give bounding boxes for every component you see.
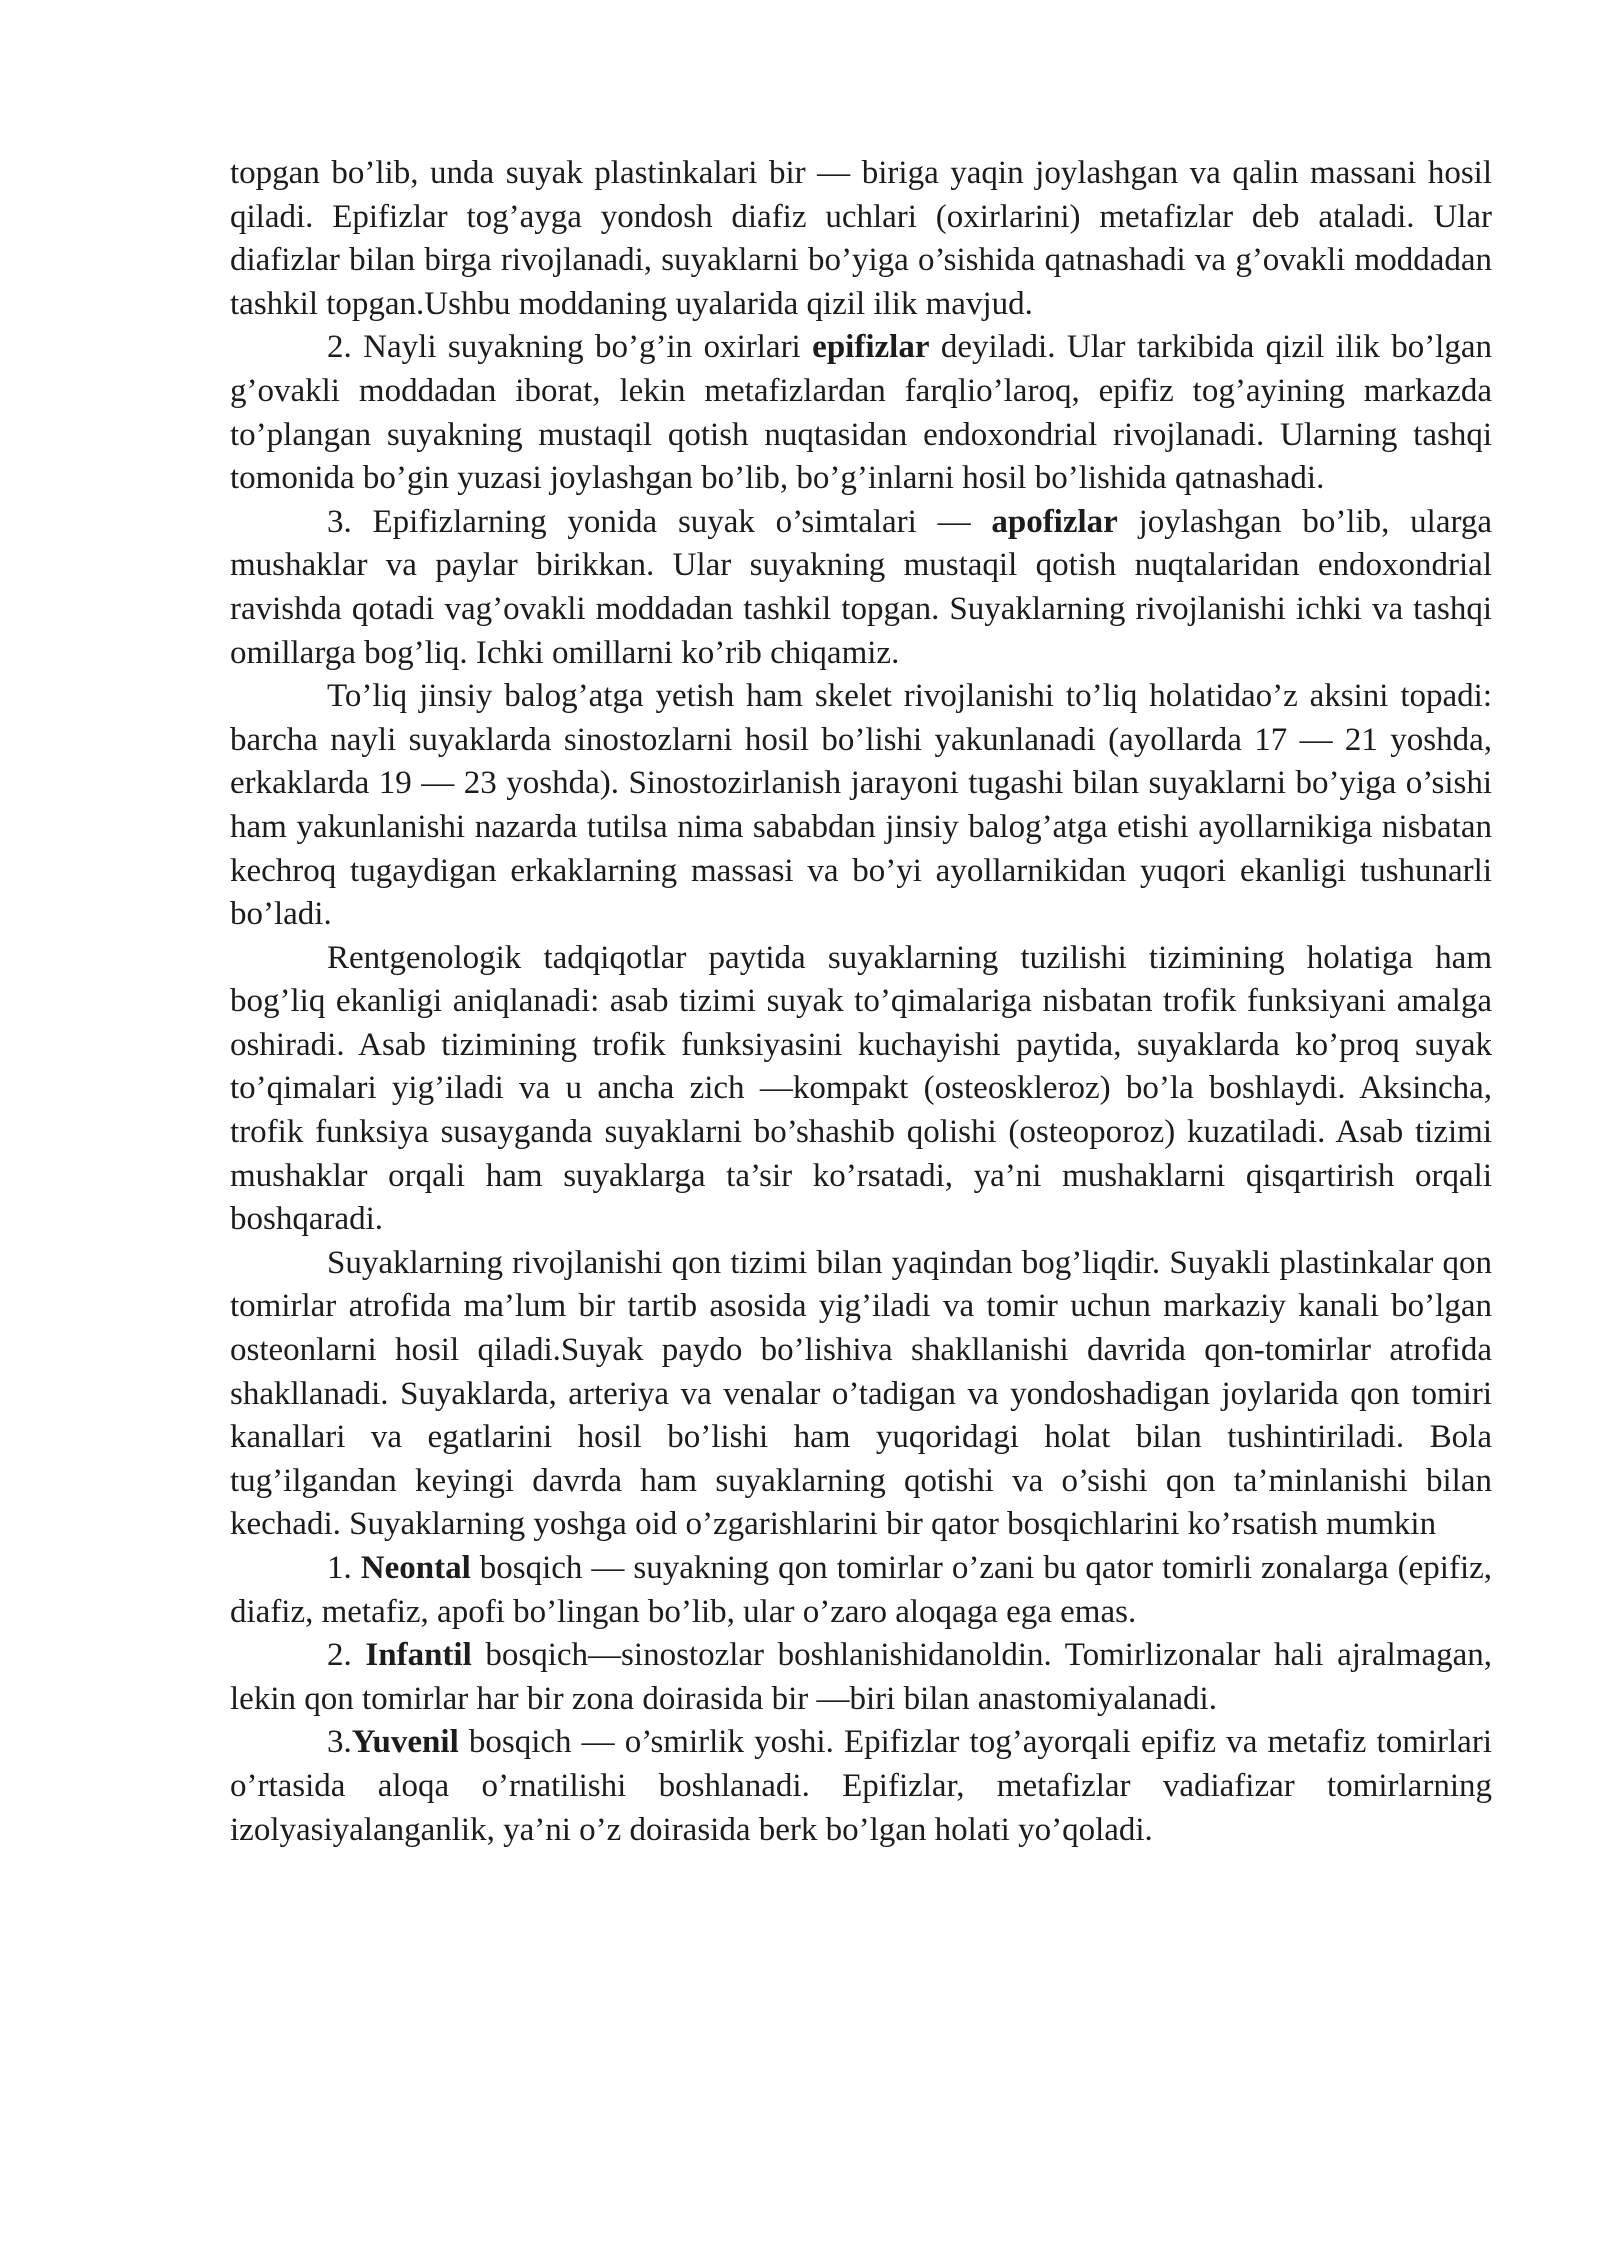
paragraph-text: topgan bo’lib, unda suyak plastinkalari bir — biriga yaqin joylashgan va qalin massani hosil qiladi. Epifizlar tog’ayga yondosh diafiz uchlari (oxirlarini) metafizlar deb ataladi. Ular diafizlar bilan birga rivojlanadi, suyaklarni bo’yiga o’sishida qatnashadi va g’ovakli moddadan tashkil topgan.Ushbu moddaning uyalarida qizil ilik mavjud. bbox=[230, 155, 1492, 322]
paragraph bbox=[230, 152, 1492, 326]
paragraph-text: deyiladi. Ular tarkibida qizil ilik bo’lgan g’ovakli moddadan iborat, lekin metafizlardan farqlio’laroq, epifiz tog’ayining markazda to’plangan suyakning mustaqil qotish nuqtasidan endoxondrial rivojlanadi. Ularning tashqi tomonida bo’gin yuzasi joylashgan bo’lib, bo’g’inlarni hosil bo’lishida qatnashadi. bbox=[230, 329, 1492, 497]
bold-term: Neontal bbox=[360, 1550, 471, 1586]
paragraph bbox=[230, 1547, 1492, 1634]
paragraph-text: joylashgan bo’lib, ularga mushaklar va paylar birikkan. Ular suyakning mustaqil qotish nuqtalaridan endoxondrial ravishda qotadi vag’ovakli moddadan tashkil topgan. Suyaklarning rivojlanishi ichki va tashqi omillarga bog’liq. Ichki omillarni ko’rib chiqamiz. bbox=[230, 503, 1493, 671]
paragraph bbox=[230, 675, 1492, 937]
paragraph-text: bosqich — suyakning qon tomirlar o’zani bu qator tomirli zonalarga (epifiz, diafiz, metafiz, apofi bo’lingan bo’lib, ular o’zaro aloqaga ega emas. bbox=[230, 1550, 1493, 1630]
paragraph-text: 1. bbox=[327, 1550, 361, 1586]
paragraph bbox=[230, 326, 1492, 500]
paragraph bbox=[230, 501, 1492, 675]
bold-term: Yuvenil bbox=[351, 1724, 459, 1761]
paragraph bbox=[230, 1242, 1492, 1547]
bold-term: apofizlar bbox=[991, 503, 1118, 540]
bold-term: Infantil bbox=[365, 1637, 472, 1674]
paragraph-text: Rentgenologik tadqiqotlar paytida suyaklarning tuzilishi tizimining holatiga ham bog’liq ekanligi aniqlanadi: asab tizimi suyak to’qimalariga nisbatan trofik funksiyani amalga oshiradi. Asab tizimining trofik funksiyasini kuchayishi paytida, suyaklarda ko’proq suyak to’qimalari yig’iladi va u ancha zich —kompakt (osteoskleroz) bo’la boshlaydi. Aksincha, trofik funksiya susayganda suyaklarni bo’shashib qolishi (osteoporoz) kuzatiladi. Asab tizimi mushaklar orqali ham suyaklarga ta’sir ko’rsatadi, ya’ni mushaklarni qisqartirish orqali boshqaradi. bbox=[230, 939, 1492, 1238]
paragraph-text: 3. bbox=[327, 1724, 352, 1761]
paragraph bbox=[230, 1721, 1492, 1852]
bold-term: epifizlar bbox=[812, 329, 930, 366]
paragraph-text: bosqich — o’smirlik yoshi. Epifizlar tog’ayorqali epifiz va metafiz tomirlari o’rtasida aloqa o’rnatilishi boshlanadi. Epifizlar, metafizlar vadiafizar tomirlarning izolyasiyalanganlik, ya’ni o’z doirasida berk bo’lgan holati yo’qoladi. bbox=[230, 1724, 1492, 1848]
paragraph-text: 3. Epifizlarning yonida suyak o’simtalari — bbox=[327, 503, 992, 540]
document-page bbox=[230, 152, 1492, 1852]
paragraph-text: bosqich—sinostozlar boshlanishidanoldin. Tomirlizonalar hali ajralmagan, lekin qon tomirlar har bir zona doirasida bir —biri bilan anastomiyalanadi. bbox=[230, 1637, 1492, 1717]
paragraph-text: 2. Nayli suyakning bo’g’in oxirlari bbox=[327, 329, 813, 366]
paragraph-text: 2. bbox=[327, 1637, 366, 1674]
paragraph-text: To’liq jinsiy balog’atga yetish ham skelet rivojlanishi to’liq holatidao’z aksini topadi: barcha nayli suyaklarda sinostozlarni hosil bo’lishi yakunlanadi (ayollarda 17 — 21 yoshda, erkaklarda 19 — 23 yoshda). Sinostozirlanish jarayoni tugashi bilan suyaklarni bo’yiga o’sishi ham yakunlanishi nazarda tutilsa nima sababdan jinsiy balog’atga etishi ayollarnikiga nisbatan kechroq tugaydigan erkaklarning massasi va bo’yi ayollarnikidan yuqori ekanligi tushunarli bo’ladi. bbox=[230, 678, 1492, 933]
paragraph bbox=[230, 937, 1492, 1242]
paragraph-text: Suyaklarning rivojlanishi qon tizimi bilan yaqindan bog’liqdir. Suyakli plastinkalar qon tomirlar atrofida ma’lum bir tartib asosida yig’iladi va tomir uchun markaziy kanali bo’lgan osteonlarni hosil qiladi.Suyak paydo bo’lishiva shakllanishi davrida qon-tomirlar atrofida shakllanadi. Suyaklarda, arteriya va venalar o’tadigan va yondoshadigan joylarida qon tomiri kanallari va egatlarini hosil bo’lishi ham yuqoridagi holat bilan tushintiriladi. Bola tug’ilgandan keyingi davrda ham suyaklarning qotishi va o’sishi qon ta’minlanishi bilan kechadi. Suyaklarning yoshga oid o’zgarishlarini bir qator bosqichlarini ko’rsatish mumkin bbox=[230, 1244, 1492, 1543]
paragraph bbox=[230, 1634, 1492, 1721]
